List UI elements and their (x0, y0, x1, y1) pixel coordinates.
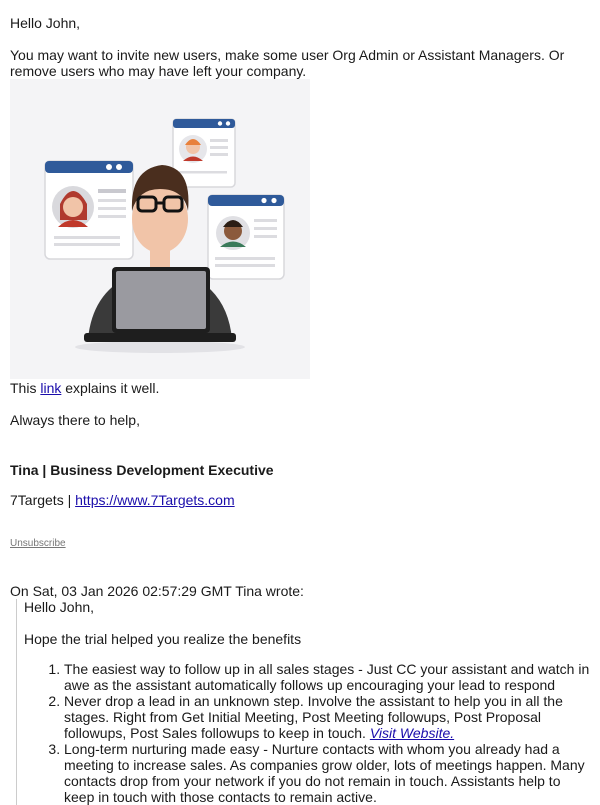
list-item (64, 661, 590, 693)
profile-card-right (208, 195, 284, 279)
user-management-illustration-icon (10, 79, 310, 379)
profile-card-left (45, 161, 133, 259)
link-sentence-before: This (10, 380, 41, 396)
company-website-link[interactable]: https://www.7Targets.com (75, 492, 235, 508)
quoted-greeting: Hello John, (24, 599, 95, 615)
list-item (64, 693, 590, 741)
list-item-text: Never drop a lead in an unknown step. Involve the assistant to help you in all the stages. Right from Get Initial Meeting, Post Meeting followups, Post Proposal followups, Post Sales followups to keep in touch. (64, 693, 563, 741)
signature-company: 7Targets | (10, 492, 76, 508)
visit-website-link[interactable]: Visit Website. (369, 725, 455, 741)
link-sentence (10, 380, 590, 396)
quoted-hope: Hope the trial helped you realize the benefits (24, 631, 302, 647)
benefits-list (24, 661, 590, 805)
unsubscribe-link[interactable]: Unsubscribe (10, 538, 66, 549)
intro-paragraph: You may want to invite new users, make some user Org Admin or Assistant Managers. Or remove users who may have left your company. (10, 47, 565, 79)
explainer-link[interactable]: link (40, 380, 62, 396)
greeting: Hello John, (10, 15, 81, 31)
quoted-header: On Sat, 03 Jan 2026 02:57:29 GMT Tina wrote: (10, 583, 304, 599)
help-line: Always there to help, (10, 412, 140, 428)
signature-title: Tina | Business Development Executive (10, 462, 274, 478)
list-item-text: Long-term nurturing made easy - Nurture contacts with whom you already had a meeting to increase sales. As companies grow older, lots of meetings happen. Many contacts drop from your network if you do not remain in touch. Assistants help to keep in touch with those contacts to remain active. (64, 741, 585, 805)
link-sentence-after: explains it well. (61, 380, 160, 396)
quoted-message (16, 599, 590, 805)
signature-company-line (10, 492, 590, 508)
list-item-text: The easiest way to follow up in all sales stages - Just CC your assistant and watch in awe as the assistant automatically follows up encouraging your lead to respond (64, 661, 590, 693)
list-item (64, 741, 590, 805)
